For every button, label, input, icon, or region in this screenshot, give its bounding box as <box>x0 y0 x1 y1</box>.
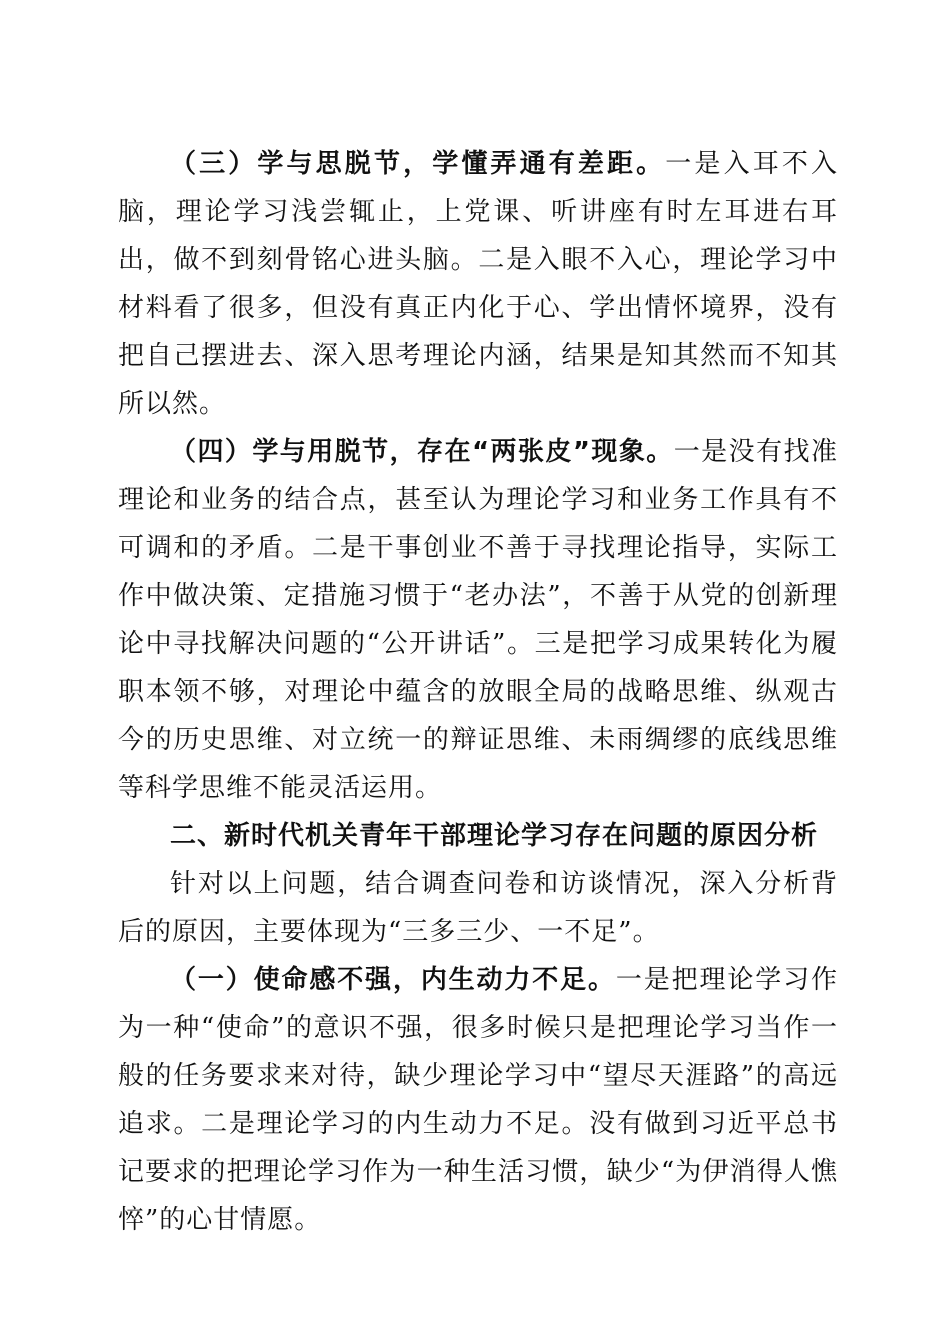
document-body <box>118 140 838 1244</box>
paragraph-text: 一是没有找准理论和业务的结合点，甚至认为理论学习和业务工作具有不可调和的矛盾。二是干事创业不善于寻找理论指导，实际工作中做决策、定措施习惯于“老办法”，不善于从党的创新理论中寻找解决问题的“公开讲话”。三是把学习成果转化为履职本领不够，对理论中蕴含的放眼全局的战略思维、纵观古今的历史思维、对立统一的辩证思维、未雨绸缪的底线思维等科学思维不能灵活运用。 <box>118 437 838 803</box>
paragraph-section-4 <box>118 428 838 812</box>
paragraph-text: 一是把理论学习作为一种“使命”的意识不强，很多时候只是把理论学习当作一般的任务要求来对待，缺少理论学习中“望尽天涯路”的高远追求。二是理论学习的内生动力不足。没有做到习近平总书记要求的把理论学习作为一种生活习惯，缺少“为伊消得人憔悴”的心甘情愿。 <box>118 965 838 1235</box>
paragraph-subsection-1 <box>118 956 838 1244</box>
paragraph-section-3 <box>118 140 838 428</box>
paragraph-lead: （一）使命感不强，内生动力不足。 <box>170 965 616 995</box>
paragraph-lead: （三）学与思脱节，学懂弄通有差距。 <box>170 149 666 179</box>
section-heading: 二、新时代机关青年干部理论学习存在问题的原因分析 <box>170 821 819 851</box>
paragraph-intro <box>118 860 838 956</box>
paragraph-text: 针对以上问题，结合调查问卷和访谈情况，深入分析背后的原因，主要体现为“三多三少、一不足”。 <box>118 869 838 947</box>
paragraph-text: 一是入耳不入脑，理论学习浅尝辄止，上党课、听讲座有时左耳进右耳出，做不到刻骨铭心进头脑。二是入眼不入心，理论学习中材料看了很多，但没有真正内化于心、学出情怀境界，没有把自己摆进去、深入思考理论内涵，结果是知其然而不知其所以然。 <box>118 149 838 419</box>
paragraph-lead: （四）学与用脱节，存在“两张皮”现象。 <box>170 437 674 467</box>
